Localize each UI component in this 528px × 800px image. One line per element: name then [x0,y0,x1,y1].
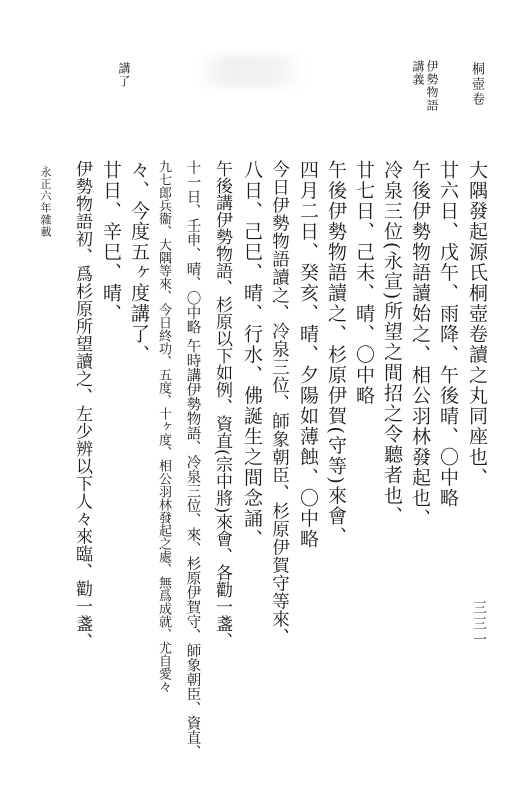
text-column-7: 四月二日、癸亥、晴、夕陽如薄蝕、〇中略 [297,160,319,550]
text-column-8: 今日伊勢物語讀之、冷泉三位、師象朝臣、杉原伊賀守等來、 [269,160,290,646]
margin-subtitle-1: 伊勢物語 [425,60,439,112]
text-column-11: 十一日、壬申、晴、〇中略 午時講伊勢物語、冷泉三位、來、杉原伊賀守、師象朝臣、資直、 [184,160,201,760]
text-column-5: 廿七日、己未、晴、〇中略 [353,160,375,406]
text-column-9: 八日、己巳、晴、行水、佛誕生之間念誦、 [241,160,263,550]
book-title: 永正六年雜載 [39,166,52,238]
text-column-6: 午後伊勢物語讀之、杉原伊賀(守等)來會、 [325,160,347,547]
margin-note: 講了 [117,62,131,88]
text-column-12: 九七郎兵衞、大隅等來、今日終功、五度、十ヶ度、相公羽林發起之處、無爲成就、尤自愛々 [156,160,171,693]
text-column-3: 午後伊勢物語讀始之、相公羽林發起也、 [409,160,431,529]
margin-subtitle-2: 講義 [411,60,425,86]
page-number: 三三一 [471,600,487,648]
text-column-1: 大隅發起源氏桐壺卷讀之丸同座也、 [466,160,488,488]
margin-title: 桐壺卷 [469,62,484,107]
faded-stamp [196,55,306,87]
text-column-14: 廿日、辛巳、晴、 [100,160,122,324]
text-column-15: 伊勢物語初、爲杉原所望讀之、左少辨以下人々來臨、勸一盞、 [72,160,92,650]
text-column-2: 廿六日、戊午、雨降、午後晴、〇中略 [437,160,459,509]
text-column-10: 午後講伊勢物語、杉原以下如例、資直(宗中將)來會、各勸一盞、 [212,160,232,650]
text-column-4: 冷泉三位(永宣)所望之間招之令聽者也、 [381,160,403,527]
text-column-13: 々、今度五ヶ度講了、 [128,160,150,365]
